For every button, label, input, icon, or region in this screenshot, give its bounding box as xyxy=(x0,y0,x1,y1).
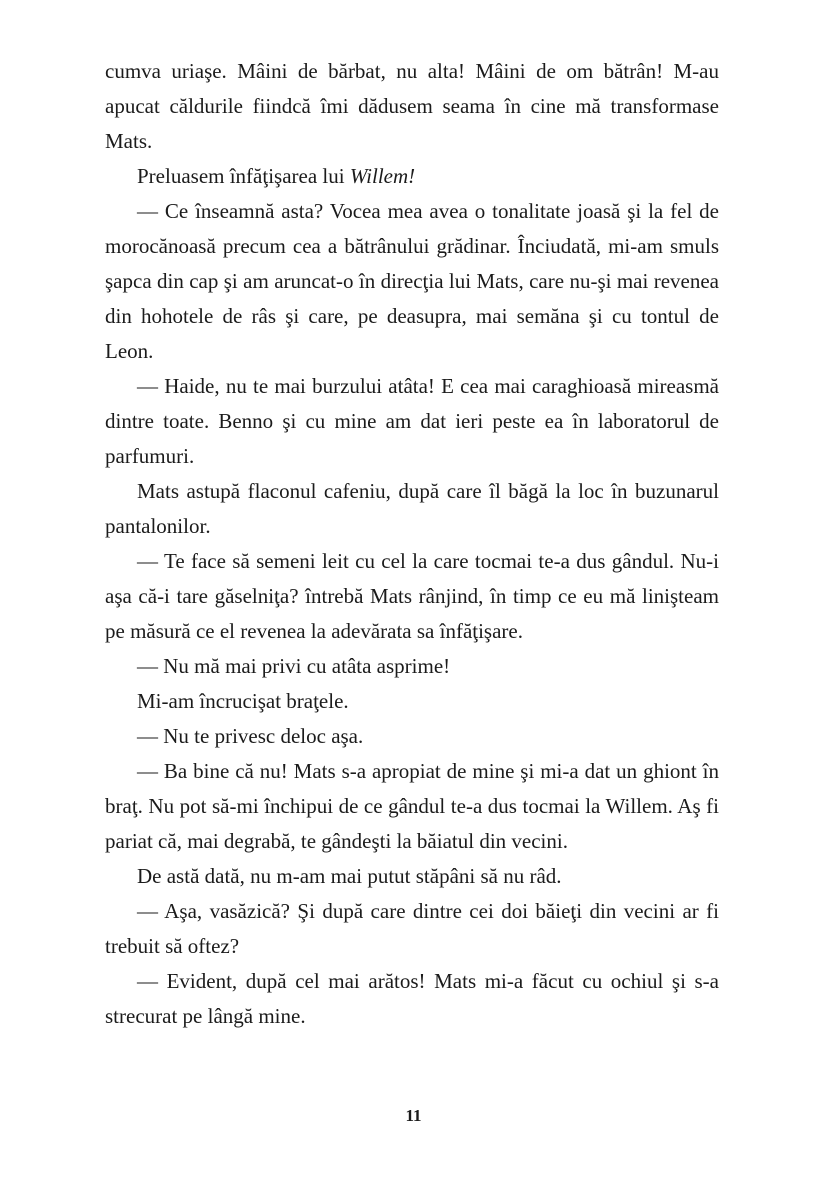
paragraph: — Te face să semeni leit cu cel la care tocmai te-a dus gândul. Nu-i aşa că-i tare găselniţa? întrebă Mats rânjind, în timp ce eu mă linişteam pe măsură ce el revenea la adevărata sa înfăţişare. xyxy=(105,549,719,643)
paragraph: — Nu mă mai privi cu atâta asprime! xyxy=(137,654,451,678)
italic-text: Willem! xyxy=(349,164,416,188)
paragraph-text: Preluasem înfăţişarea lui xyxy=(137,164,350,188)
text-block xyxy=(105,54,719,1034)
paragraph: Mi-am încrucişat braţele. xyxy=(137,689,349,713)
paragraph: — Evident, după cel mai arătos! Mats mi-a făcut cu ochiul şi s-a strecurat pe lângă mine. xyxy=(105,969,719,1028)
paragraph: — Nu te privesc deloc aşa. xyxy=(137,724,364,748)
paragraph: — Ce înseamnă asta? Vocea mea avea o tonalitate joasă şi la fel de morocănoasă precum cea a bătrânului grădinar. Înciudată, mi-am smuls şapca din cap şi am aruncat-o în direcţia lui Mats, care nu-şi mai revenea din hohotele de râs şi care, pe deasupra, mai semăna şi cu tontul de Leon. xyxy=(105,199,719,363)
paragraph: De astă dată, nu m-am mai putut stăpâni să nu râd. xyxy=(137,864,562,888)
paragraph xyxy=(105,159,719,194)
paragraph: cumva uriaşe. Mâini de bărbat, nu alta! Mâini de om bătrân! M-au apucat căldurile fiindcă îmi dădusem seama în cine mă transformase Mats. xyxy=(105,59,719,153)
paragraph: Mats astupă flaconul cafeniu, după care îl băgă la loc în buzunarul pantalonilor. xyxy=(105,479,719,538)
paragraph: — Aşa, vasăzică? Şi după care dintre cei doi băieţi din vecini ar fi trebuit să oftez? xyxy=(105,899,719,958)
paragraph: — Haide, nu te mai burzului atâta! E cea mai caraghioasă mireasmă dintre toate. Benno şi cu mine am dat ieri peste ea în laboratorul de parfumuri. xyxy=(105,374,719,468)
paragraph: — Ba bine că nu! Mats s-a apropiat de mine şi mi-a dat un ghiont în braţ. Nu pot să-mi închipui de ce gândul te-a dus tocmai la Willem. Aş fi pariat că, mai degrabă, te gândeşti la băiatul din vecini. xyxy=(105,759,719,853)
page-number: 11 xyxy=(405,1106,422,1125)
